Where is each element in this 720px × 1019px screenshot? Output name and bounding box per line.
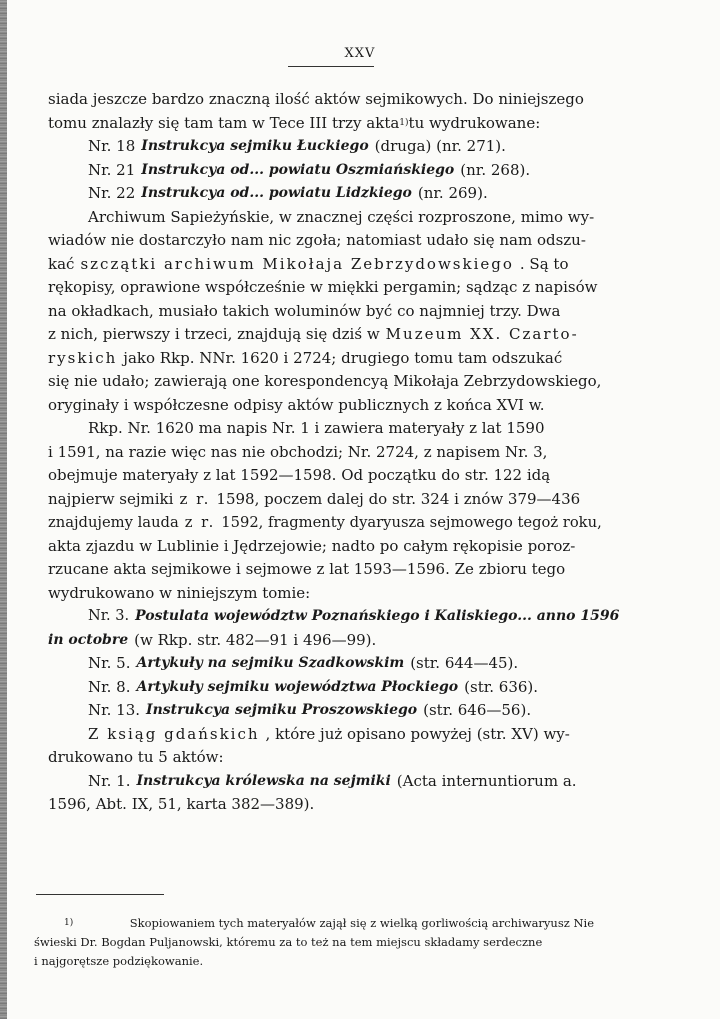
text-line: Nr. 3. Postulata województw Poznańskiego i Kaliskiego... anno 1596 xyxy=(88,608,620,624)
text-line: in octobre (w Rkp. str. 482—91 i 496—99). xyxy=(48,630,377,649)
text-line: oryginały i współczesne odpisy aktów publicznych z końca XVI w. xyxy=(48,395,545,414)
text-line: obejmuje materyały z lat 1592—1598. Od początku do str. 122 idą xyxy=(48,466,551,484)
text-line: 1596, Abt. IX, 51, karta 382—389). xyxy=(48,795,315,813)
text-line: ryskich jako Rkp. NNr. 1620 i 2724; drugiego tomu tam odszukać xyxy=(48,348,563,367)
text-line: wiadów nie dostarczyło nam nic zgoła; natomiast udało się nam odszu- xyxy=(48,231,586,249)
text-line: Rkp. Nr. 1620 ma napis Nr. 1 i zawiera materyały z lat 1590 xyxy=(88,419,545,437)
text-line: wydrukowano w niniejszym tomie: xyxy=(48,583,311,602)
text-line: i 1591, na razie więc nas nie obchodzi; Nr. 2724, z napisem Nr. 3, xyxy=(48,442,548,461)
text-line: Z ksiąg gdańskich , które już opisano powyżej (str. XV) wy- xyxy=(88,724,570,743)
text-line: najpierw sejmiki z r. 1598, poczem dalej do str. 324 i znów 379—436 xyxy=(48,489,581,508)
scan-edge xyxy=(0,0,7,1019)
text-line: drukowano tu 5 aktów: xyxy=(48,748,224,766)
body-text xyxy=(48,88,620,817)
footnote xyxy=(34,914,594,971)
text-line: Nr. 22 Instrukcya od... powiatu Lidzkiego (nr. 269). xyxy=(88,184,488,202)
text-line: akta zjazdu w Lublinie i Jędrzejowie; nadto po całym rękopisie poroz- xyxy=(48,536,576,555)
text-line: Nr. 21 Instrukcya od... powiatu Oszmiańskiego (nr. 268). xyxy=(88,160,531,179)
page-number: XXV xyxy=(344,46,376,61)
header-rule xyxy=(288,66,374,67)
text-line: kać szczątki archiwum Mikołaja Zebrzydowskiego . Są to xyxy=(48,254,569,273)
text-line: Nr. 8. Artykuły sejmiku województwa Płockiego (str. 636). xyxy=(88,677,539,696)
footnote-line: i najgorętsze podziękowanie. xyxy=(34,954,204,968)
footnote-line: 1) Skopiowaniem tych materyałów zajął się z wielką gorliwością archiwaryusz Nie xyxy=(34,914,594,933)
footnote-line: świeski Dr. Bogdan Puljanowski, któremu za to też na tem miejscu składamy serdeczne xyxy=(34,935,543,949)
text-line: Nr. 1. Instrukcya królewska na sejmiki (Acta internuntiorum a. xyxy=(88,771,577,790)
text-line: Archiwum Sapieżyńskie, w znacznej części rozproszone, mimo wy- xyxy=(88,207,595,226)
text-line: rękopisy, oprawione współcześnie w miękki pergamin; sądząc z napisów xyxy=(48,278,598,296)
footnote-ref: 1) xyxy=(399,117,409,128)
text-line: Nr. 5. Artykuły na sejmiku Szadkowskim (str. 644—45). xyxy=(88,654,519,672)
footnote-rule xyxy=(36,894,164,895)
text-line: rzucane akta sejmikowe i sejmowe z lat 1593—1596. Ze zbioru tego xyxy=(48,560,566,578)
text-line: siada jeszcze bardzo znaczną ilość aktów sejmikowych. Do niniejszego xyxy=(48,90,584,108)
footnote-marker: 1) xyxy=(64,918,74,928)
text-line: Nr. 13. Instrukcya sejmiku Proszowskiego (str. 646—56). xyxy=(88,701,532,719)
text-line: z nich, pierwszy i trzeci, znajdują się dziś w Muzeum XX. Czarto- xyxy=(48,325,579,343)
text-line: Nr. 18 Instrukcya sejmiku Łuckiego (druga) (nr. 271). xyxy=(88,137,506,155)
text-line: znajdujemy lauda z r. 1592, fragmenty dyaryusza sejmowego tegoż roku, xyxy=(48,514,602,531)
text-line: na okładkach, musiało takich woluminów być co najmniej trzy. Dwa xyxy=(48,301,561,320)
text-line: tomu znalazły się tam tam w Tece III trzy akta 1) tu wydrukowane: xyxy=(48,112,608,136)
text-line: się nie udało; zawierają one korespondencyą Mikołaja Zebrzydowskiego, xyxy=(48,372,602,390)
